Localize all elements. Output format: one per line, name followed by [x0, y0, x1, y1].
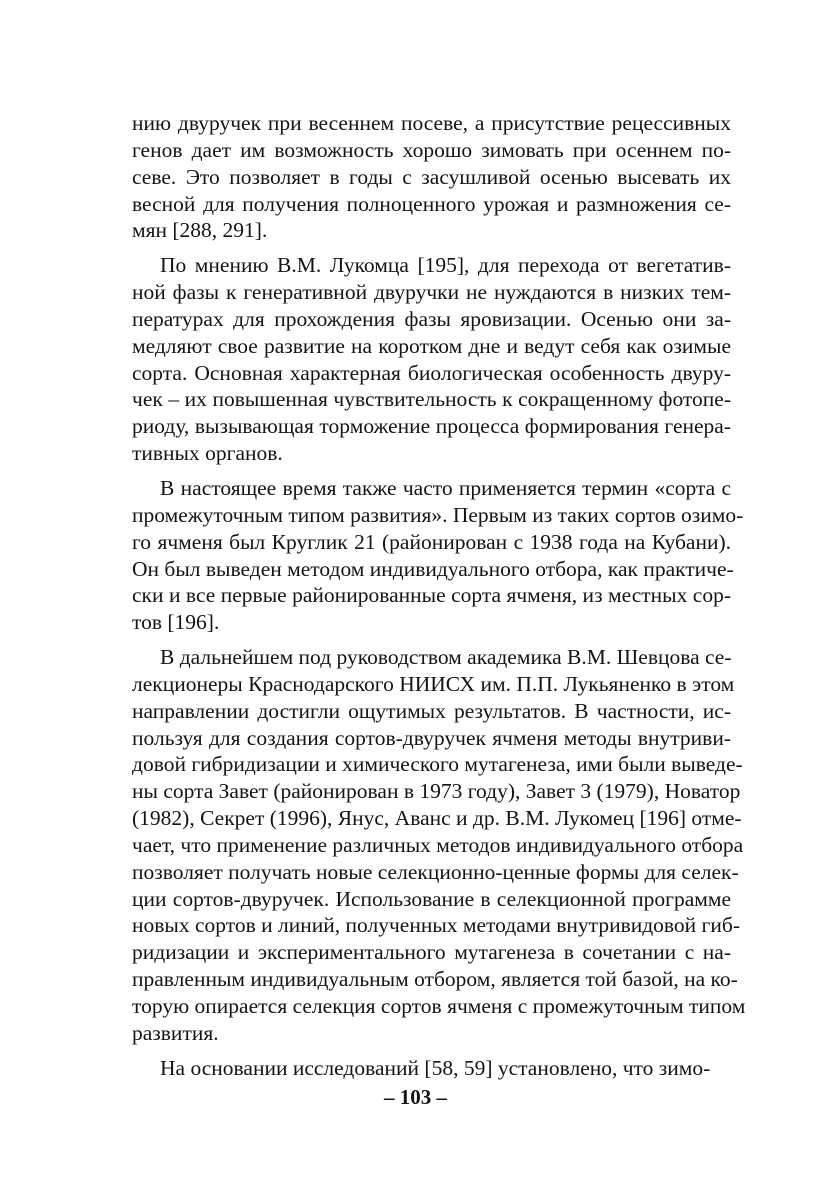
text-line: севе. Это позволяет в годы с засушливой осенью высевать их: [132, 164, 731, 189]
paragraph: [132, 252, 731, 467]
text-line: пературах для прохождения фазы яровизации. Осенью они за-: [132, 306, 731, 331]
paragraph: [132, 110, 731, 244]
text-line: промежуточным типом развития». Первым из таких сортов озимо-: [132, 502, 744, 527]
text-line: сорта. Основная характерная биологическая особенность двуру-: [132, 360, 731, 385]
text-line: тов [196].: [132, 610, 220, 635]
text-line: По мнению В.М. Лукомца [195], для перехода от вегетатив-: [160, 253, 731, 278]
text-line: ции сортов-двуручек. Использование в селекционной программе: [132, 886, 731, 911]
text-line: чек – их повышенная чувствительность к сокращенному фотопе-: [132, 387, 731, 412]
text-line: ридизации и экспериментального мутагенеза в сочетании с на-: [132, 940, 731, 965]
text-line: развития.: [132, 1020, 219, 1045]
text-line: лекционеры Краснодарского НИИСХ им. П.П. Лукьяненко в этом: [132, 671, 735, 696]
text-line: нию двуручек при весеннем посеве, а присутствие рецессивных: [132, 111, 731, 135]
text-line: медляют свое развитие на коротком дне и ведут себя как озимые: [132, 333, 731, 358]
page-number: – 103 –: [384, 1085, 447, 1109]
text-line: мян [288, 291].: [132, 218, 268, 243]
paragraph: [132, 475, 744, 636]
text-line: весной для получения полноценного урожая и размножения се-: [132, 191, 731, 216]
paragraph: [132, 644, 746, 1047]
text-line: (1982), Секрет (1996), Янус, Аванс и др. В.М. Лукомец [196] отме-: [132, 806, 742, 831]
text-line: На основании исследований [58, 59] установлено, что зимо-: [160, 1055, 711, 1080]
text-line: новых сортов и линий, полученных методами внутривидовой гиб-: [132, 913, 740, 938]
text-line: В дальнейшем под руководством академика В.М. Шевцова се-: [160, 645, 732, 670]
text-line: ски и все первые районированные сорта ячменя, из местных сор-: [132, 583, 731, 608]
text-line: риоду, вызывающая торможение процесса формирования генера-: [132, 414, 731, 439]
text-line: В настоящее время также часто применяется термин «сорта с: [160, 475, 731, 500]
text-line: го ячменя был Круглик 21 (районирован с 1938 года на Кубани).: [132, 529, 731, 554]
text-line: торую опирается селекция сортов ячменя с промежуточным типом: [132, 994, 746, 1018]
text-line: позволяет получать новые селекционно-ценные формы для селек-: [132, 859, 739, 884]
text-line: генов дает им возможность хорошо зимовать при осеннем по-: [132, 137, 731, 162]
text-line: направлении достигли ощутимых результатов. В частности, ис-: [132, 698, 731, 723]
text-line: пользуя для создания сортов-двуручек ячменя методы внутриви-: [132, 725, 731, 750]
text-line: тивных органов.: [132, 441, 283, 466]
text-line: довой гибридизации и химического мутагенеза, ими были выведе-: [132, 752, 743, 777]
text-line: чает, что применение различных методов индивидуального отбора: [132, 832, 744, 857]
text-line: правленным индивидуальным отбором, является той базой, на ко-: [132, 967, 738, 992]
text-line: Он был выведен методом индивидуального отбора, как практиче-: [132, 556, 734, 581]
text-line: ной фазы к генеративной двуручки не нуждаются в низких тем-: [132, 280, 731, 305]
text-line: ны сорта Завет (районирован в 1973 году), Завет 3 (1979), Новатор: [132, 779, 741, 804]
paragraph: [132, 1055, 731, 1082]
body-text: [132, 110, 746, 1090]
